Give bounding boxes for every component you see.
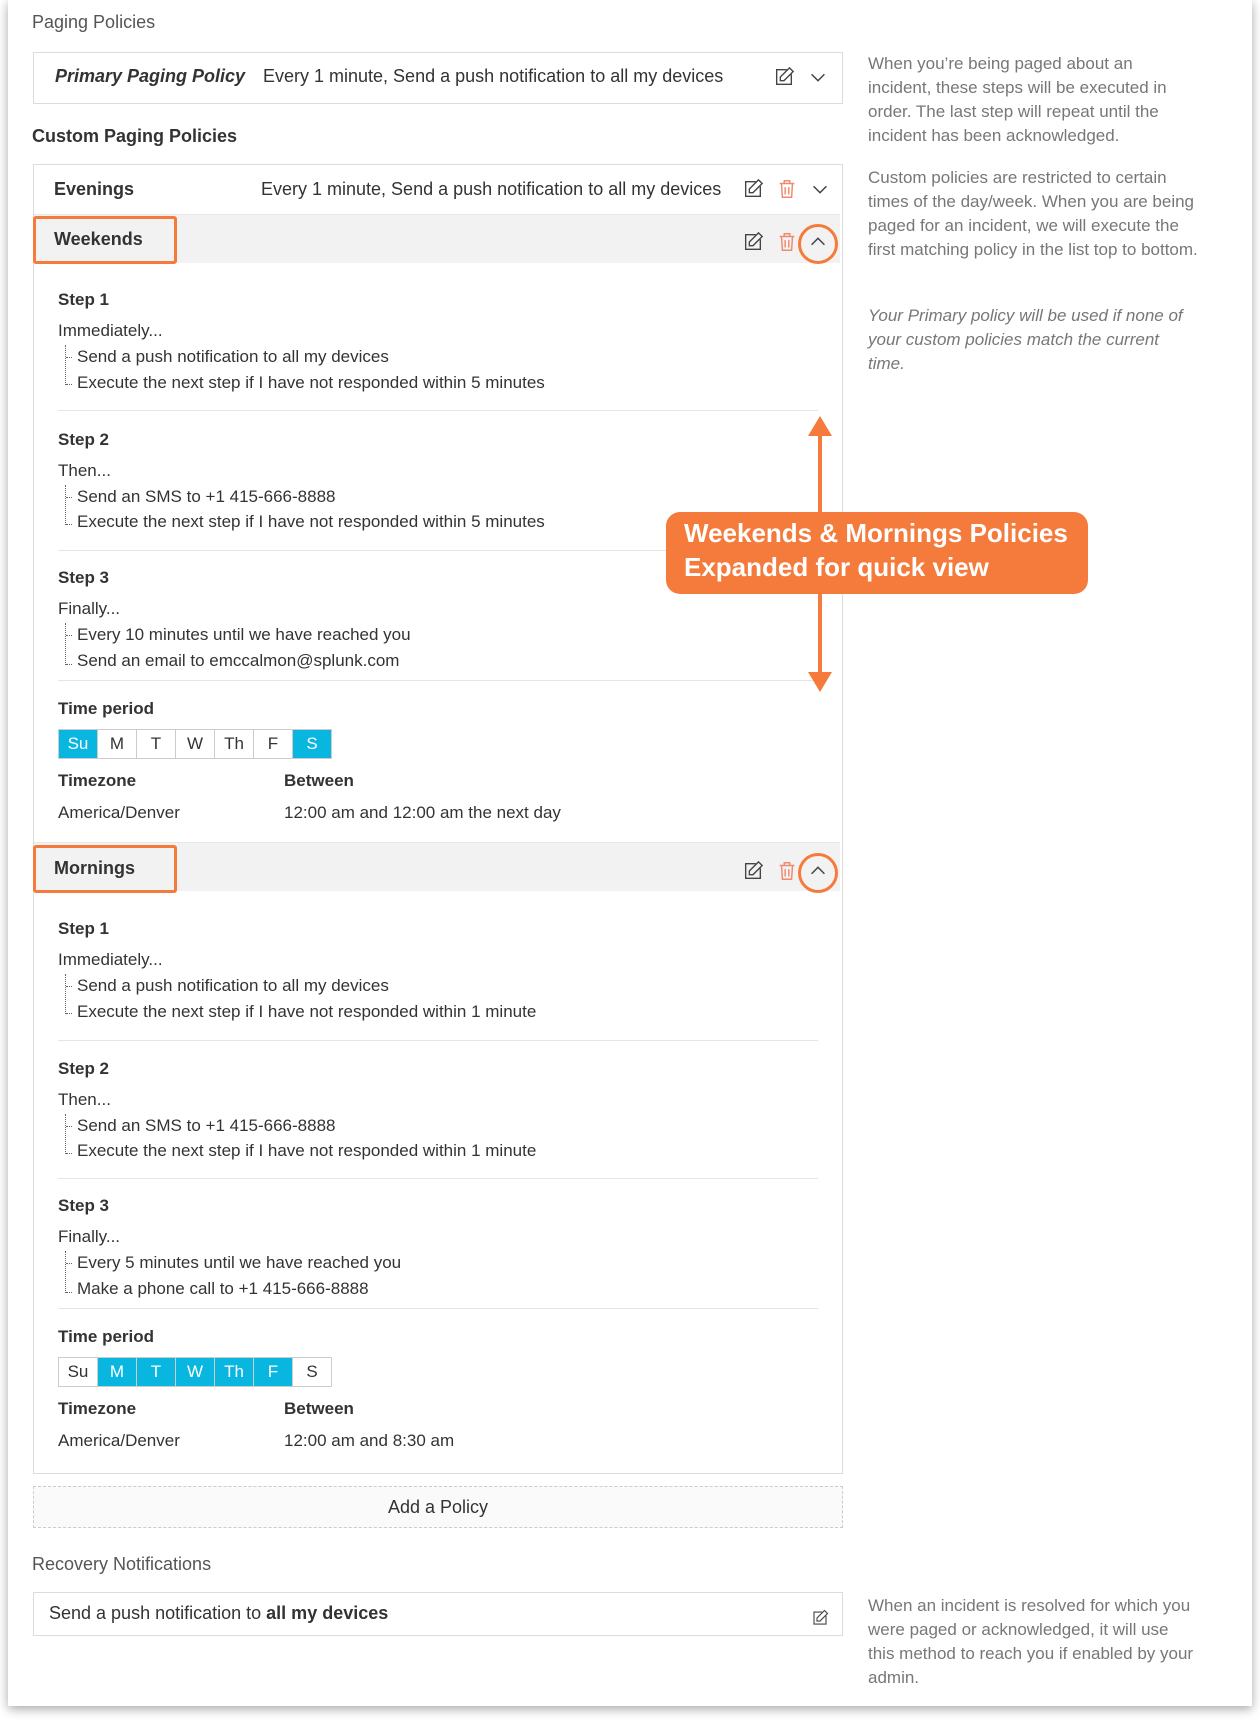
highlight-circle bbox=[798, 853, 838, 893]
edit-icon[interactable] bbox=[772, 65, 796, 89]
between-label: Between bbox=[284, 1399, 354, 1418]
step-action: Execute the next step if I have not responded within 5 minutes bbox=[77, 512, 545, 531]
day-toggle[interactable]: Th bbox=[215, 730, 254, 758]
between-value: 12:00 am and 12:00 am the next day bbox=[284, 803, 561, 822]
primary-policy-summary: Every 1 minute, Send a push notification to all my devices bbox=[263, 66, 724, 86]
step-title: Step 1 bbox=[58, 290, 110, 309]
step-title: Step 3 bbox=[58, 1196, 110, 1215]
divider bbox=[58, 1178, 818, 1179]
highlight-circle bbox=[798, 224, 838, 264]
step-action: Execute the next step if I have not responded within 1 minute bbox=[77, 1141, 537, 1160]
paging-policies-title: Paging Policies bbox=[32, 12, 156, 32]
step-title: Step 1 bbox=[58, 919, 110, 938]
step-action: Every 10 minutes until we have reached you bbox=[77, 625, 411, 644]
step-action: Execute the next step if I have not responded within 1 minute bbox=[77, 1002, 537, 1021]
edit-icon[interactable] bbox=[741, 230, 765, 254]
recovery-title: Recovery Notifications bbox=[32, 1554, 212, 1574]
recovery-text-prefix: Send a push notification to bbox=[49, 1603, 262, 1623]
day-toggle[interactable]: W bbox=[176, 730, 215, 758]
step-action: Send an SMS to +1 415-666-8888 bbox=[77, 487, 336, 506]
callout-line2: Expanded for quick view bbox=[684, 552, 989, 582]
divider bbox=[58, 680, 818, 681]
recovery-text bbox=[49, 1603, 388, 1624]
timezone-label: Timezone bbox=[58, 1399, 137, 1418]
step-intro: Finally... bbox=[58, 599, 121, 618]
callout-annotation bbox=[666, 512, 1088, 594]
step-action: Send an SMS to +1 415-666-8888 bbox=[77, 1116, 336, 1135]
step-action: Make a phone call to +1 415-666-8888 bbox=[77, 1279, 369, 1298]
help-recovery: When an incident is resolved for which you were paged or acknowledged, it will use this method to reach you if enabled by your admin. bbox=[868, 1596, 1194, 1687]
day-toggle[interactable]: Su bbox=[59, 1358, 98, 1386]
step-title: Step 3 bbox=[58, 568, 110, 587]
timezone-label: Timezone bbox=[58, 771, 137, 790]
day-toggle[interactable]: W bbox=[176, 1358, 215, 1386]
day-toggle[interactable]: M bbox=[98, 730, 137, 758]
custom-policies-title: Custom Paging Policies bbox=[32, 126, 238, 146]
mornings-policy-name: Mornings bbox=[54, 858, 135, 878]
help-fallback: Your Primary policy will be used if none of your custom policies match the current time. bbox=[868, 306, 1183, 373]
between-label: Between bbox=[284, 771, 354, 790]
step-intro: Then... bbox=[58, 461, 111, 480]
evenings-policy-name: Evenings bbox=[54, 179, 135, 199]
edit-icon[interactable] bbox=[808, 1606, 832, 1630]
step-action: Send a push notification to all my devices bbox=[77, 347, 389, 366]
step-intro: Immediately... bbox=[58, 321, 163, 340]
divider bbox=[58, 1308, 818, 1309]
step-action: Every 5 minutes until we have reached you bbox=[77, 1253, 402, 1272]
day-toggle[interactable]: F bbox=[254, 1358, 293, 1386]
timezone-value: America/Denver bbox=[58, 1431, 180, 1450]
day-toggle[interactable]: F bbox=[254, 730, 293, 758]
step-action: Send an email to emccalmon@splunk.com bbox=[77, 651, 400, 670]
weekends-policy-name: Weekends bbox=[54, 229, 143, 249]
highlight-box bbox=[33, 845, 177, 893]
recovery-text-target: all my devices bbox=[266, 1603, 389, 1623]
highlight-box bbox=[33, 216, 177, 264]
time-period-label: Time period bbox=[58, 699, 155, 718]
timezone-value: America/Denver bbox=[58, 803, 180, 822]
day-toggle[interactable]: Th bbox=[215, 1358, 254, 1386]
trash-icon[interactable] bbox=[775, 177, 799, 201]
step-action: Send a push notification to all my devices bbox=[77, 976, 389, 995]
time-period-label: Time period bbox=[58, 1327, 155, 1346]
between-value: 12:00 am and 8:30 am bbox=[284, 1431, 455, 1450]
add-policy-button[interactable]: Add a Policy bbox=[33, 1486, 843, 1528]
callout-line1: Weekends & Mornings Policies bbox=[684, 518, 1068, 548]
divider bbox=[58, 1040, 818, 1041]
step-title: Step 2 bbox=[58, 430, 110, 449]
step-title: Step 2 bbox=[58, 1059, 110, 1078]
help-primary: When you’re being paged about an incident, these steps will be executed in order. The last step will repeat until the incident has been acknowledged. bbox=[868, 54, 1167, 145]
chevron-down-icon[interactable] bbox=[808, 177, 832, 201]
trash-icon[interactable] bbox=[775, 230, 799, 254]
edit-icon[interactable] bbox=[741, 177, 765, 201]
day-selector bbox=[58, 1357, 332, 1387]
evenings-policy-summary: Every 1 minute, Send a push notification to all my devices bbox=[261, 179, 722, 199]
day-toggle[interactable]: M bbox=[98, 1358, 137, 1386]
day-toggle[interactable]: S bbox=[293, 730, 331, 758]
help-custom: Custom policies are restricted to certain times of the day/week. When you are being paged for an incident, we will execute the first matching policy in the list top to bottom. bbox=[868, 168, 1198, 259]
edit-icon[interactable] bbox=[741, 859, 765, 883]
day-toggle[interactable]: S bbox=[293, 1358, 331, 1386]
primary-policy-name: Primary Paging Policy bbox=[55, 66, 246, 86]
trash-icon[interactable] bbox=[775, 859, 799, 883]
step-action: Execute the next step if I have not responded within 5 minutes bbox=[77, 373, 545, 392]
step-intro: Immediately... bbox=[58, 950, 163, 969]
divider bbox=[58, 410, 818, 411]
day-toggle[interactable]: T bbox=[137, 1358, 176, 1386]
day-toggle[interactable]: T bbox=[137, 730, 176, 758]
day-selector bbox=[58, 729, 332, 759]
chevron-down-icon[interactable] bbox=[806, 65, 830, 89]
step-intro: Then... bbox=[58, 1090, 111, 1109]
step-intro: Finally... bbox=[58, 1227, 121, 1246]
day-toggle[interactable]: Su bbox=[59, 730, 98, 758]
